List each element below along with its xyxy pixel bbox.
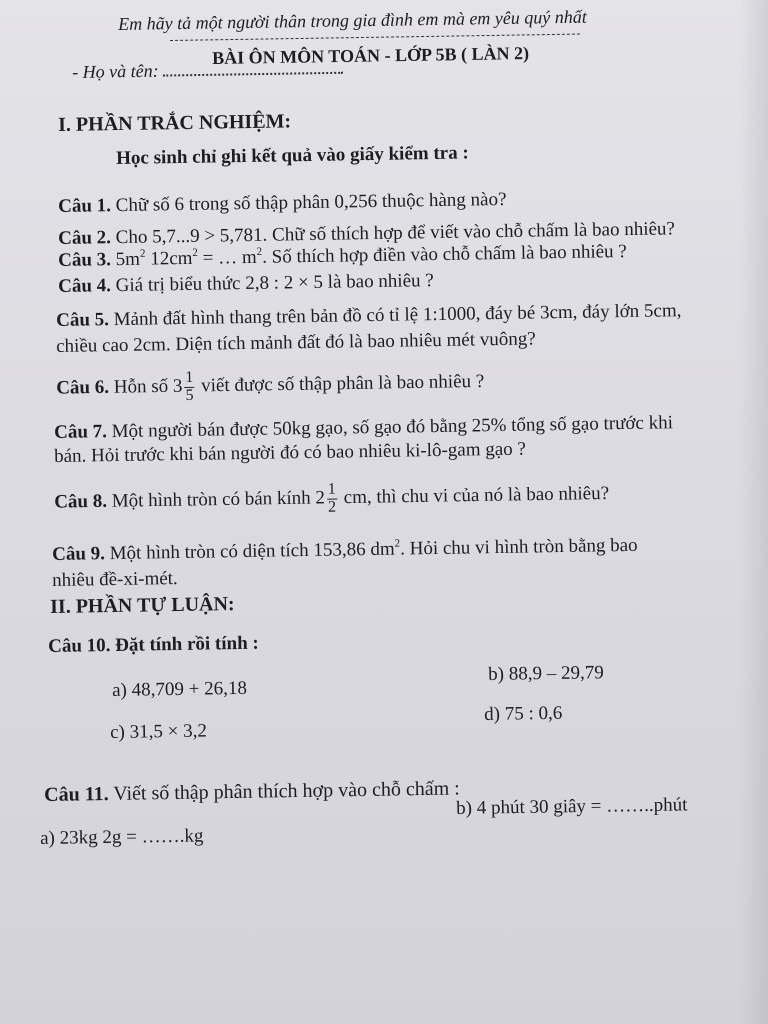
header-motto: Em hãy tả một người thân trong gia đình em mà em yêu quý nhất — [118, 6, 587, 34]
page-shadow — [740, 0, 768, 1024]
mixed-number-fraction: $\frac{1}{2}$ — [327, 480, 337, 516]
question-11-a: a) 23kg 2g = …….kg — [40, 825, 204, 849]
question-9-line-2: nhiêu đề-xi-mét. — [52, 568, 178, 591]
section-2-heading: II. PHẦN TỰ LUẬN: — [50, 593, 235, 618]
question-5-line-2: chiều cao 2cm. Diện tích mảnh đất đó là bao nhiêu mét vuông? — [56, 328, 536, 357]
question-4: Câu 4. Giá trị biểu thức 2,8 : 2 × 5 là bao nhiêu ? — [58, 270, 434, 297]
question-10-b: b) 88,9 – 29,79 — [488, 662, 604, 685]
question-10-a: a) 48,709 + 26,18 — [112, 677, 248, 701]
header-divider — [170, 34, 580, 41]
name-label: - Họ và tên: — [72, 60, 159, 82]
question-10: Câu 10. Đặt tính rồi tính : — [48, 632, 259, 657]
question-10-d: d) 75 : 0,6 — [484, 702, 563, 725]
question-8: Câu 8. Một hình tròn có bán kính 2 $\frac{1}{2}$ cm, thì chu vi của nó là bao nhiêu? — [54, 480, 610, 516]
question-11-b: b) 4 phút 30 giây = ……..phút — [456, 794, 688, 819]
question-1: Câu 1. Chữ số 6 trong số thập phân 0,256 thuộc hàng nào? — [58, 188, 507, 217]
question-7: Câu 7. Một người bán được 50kg gạo, số gạo đó bằng 25% tổng số gạo trước khi — [54, 412, 674, 443]
question-2: Câu 2. Cho 5,7...9 > 5,781. Chữ số thích hợp để viết vào chỗ chấm là bao nhiêu? — [58, 218, 676, 249]
section-1-instruction: Học sinh chỉ ghi kết quả vào giấy kiểm tra : — [116, 142, 469, 169]
question-9: Câu 9. Một hình tròn có diện tích 153,86 $dm^2$. Hỏi chu vi hình tròn bằng bao — [52, 534, 638, 565]
mixed-number-fraction: $\frac{1}{5}$ — [185, 368, 194, 404]
question-7-line-2: bán. Hỏi trước khi bán người đó có bao nhiêu ki-lô-gam gạo ? — [54, 438, 527, 467]
section-1-heading: I. PHẦN TRẮC NGHIỆM: — [58, 110, 292, 136]
page-title: BÀI ÔN MÔN TOÁN - LỚP 5B ( LÀN 2) — [212, 43, 530, 68]
question-3: Câu 3. $5m^2$ $12cm^2$ = … $m^2$. Số thích hợp điền vào chỗ chấm là bao nhiêu ? — [58, 241, 627, 271]
question-10-c: c) 31,5 × 3,2 — [110, 720, 208, 743]
question-5: Câu 5. Mảnh đất hình thang trên bản đồ có tỉ lệ 1:1000, đáy bé 3cm, đáy lớn 5cm, — [56, 300, 682, 331]
question-6: Câu 6. Hỗn số 3 $\frac{1}{5}$ viết được số thập phân là bao nhiêu ? — [56, 368, 485, 404]
name-field — [72, 58, 343, 83]
name-blank — [163, 58, 343, 77]
question-11: Câu 11. Viết số thập phân thích hợp vào chỗ chấm : — [44, 777, 460, 806]
